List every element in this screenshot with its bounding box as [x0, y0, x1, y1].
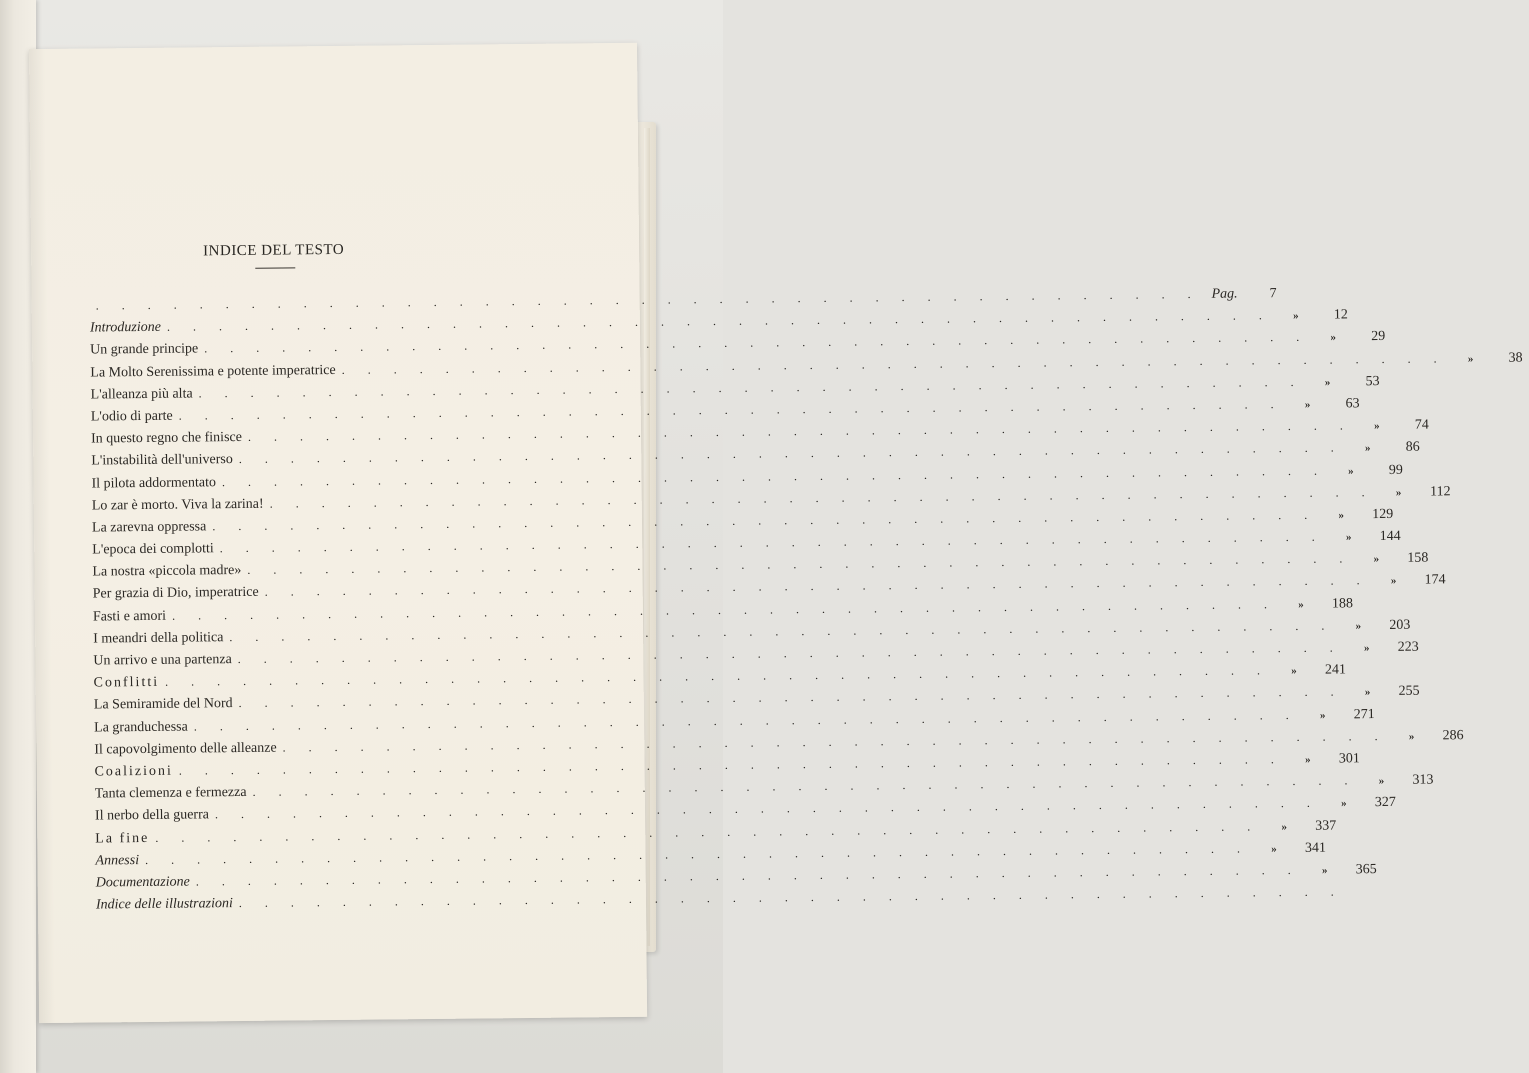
toc-entry-title: Il capovolgimento delle alleanze [94, 740, 277, 758]
dot-leader: . . . . . . . . . . . . . . . . . . . . . . . . . . . . . . . . . . . . . . . . . . . [238, 440, 1344, 467]
toc-entry-title: Per grazia di Dio, imperatrice [92, 585, 259, 602]
toc-row [95, 884, 1344, 920]
toc-entry-title: Il nerbo della guerra [94, 807, 209, 824]
dot-leader: . . . . . . . . . . . . . . . . . . . . . . . . . . . . . . . . . . . . . . . . . . . [178, 396, 1284, 423]
dot-leader: . . . . . . . . . . . . . . . . . . . . . . . . . . . . . . . . . . . . . . . . . . . [95, 286, 1201, 313]
dot-leader: . . . . . . . . . . . . . . . . . . . . . . . . . . . . . . . . . . . . . . . . . . . [237, 640, 1343, 667]
ditto-marker: » [1271, 842, 1277, 855]
toc-entry-title: La Semiramide del Nord [93, 696, 233, 713]
ditto-marker: » [1304, 398, 1311, 411]
dot-leader: . . . . . . . . . . . . . . . . . . . . . . . . . . . . . . . . . . . . . . . . . . . [219, 529, 1325, 556]
toc-entry-page: 129 [1372, 506, 1394, 523]
toc-entries [89, 307, 1523, 920]
toc-entry-title: L'odio di parte [90, 408, 173, 425]
dot-leader: . . . . . . . . . . . . . . . . . . . . . . . . . . . . . . . . . . . . . . . . . . . [198, 374, 1304, 401]
toc-entry-title: Indice delle illustrazioni [95, 896, 233, 913]
toc-entry-page: 301 [1338, 751, 1360, 767]
toc-entry-title: La Molto Serenissima e potente imperatrice [90, 362, 336, 381]
dot-leader: . . . . . . . . . . . . . . . . . . . . . . . . . . . . . . . . . . . . . . . . . . . [264, 573, 1370, 600]
ditto-marker: » [1373, 553, 1380, 566]
toc-entry-page: 313 [1412, 772, 1434, 788]
toc-entry-page: 203 [1389, 617, 1411, 633]
dot-leader: . . . . . . . . . . . . . . . . . . . . . . . . . . . . . . . . . . . . . . . . . . . [178, 752, 1284, 778]
ditto-marker: » [1319, 709, 1326, 722]
toc-entry-title: Un grande principe [90, 341, 199, 358]
toc-entry-title: Il pilota addormentato [91, 474, 217, 492]
toc-entry-title: Introduzione [89, 319, 162, 336]
dot-leader: . . . . . . . . . . . . . . . . . . . . . . . . . . . . . . . . . . . . . . . . . . . [221, 463, 1327, 489]
toc-entry-title: L'alleanza più alta [90, 386, 193, 403]
toc-entry-title: La fine [95, 830, 150, 847]
toc-entry-page: 255 [1398, 684, 1420, 700]
dot-leader: . . . . . . . . . . . . . . . . . . . . . . . . . . . . . . . . . . . . . . . . . . . [238, 884, 1344, 911]
dot-leader: . . . . . . . . . . . . . . . . . . . . . . . . . . . . . . . . . . . . . . . . . . . [166, 308, 1272, 334]
toc-entry-page: 241 [1324, 662, 1347, 678]
dot-leader: . . . . . . . . . . . . . . . . . . . . . . . . . . . . . . . . . . . . . . . . . . . [238, 684, 1344, 711]
toc-entry-title: La granduchessa [94, 719, 188, 736]
dot-leader: . . . . . . . . . . . . . . . . . . . . . . . . . . . . . . . . . . . . . . . . . . . [212, 507, 1318, 534]
page-title: INDICE DEL TESTO [203, 241, 345, 260]
toc-entry-title: Documentazione [95, 874, 190, 891]
dot-leader: . . . . . . . . . . . . . . . . . . . . . . . . . . . . . . . . . . . . . . . . . . . [165, 663, 1271, 689]
toc-entry-title: Lo zar è morto. Viva la zarina! [91, 496, 264, 514]
ditto-marker: » [1305, 753, 1311, 766]
ditto-marker: » [1348, 464, 1354, 477]
toc-entry-title: La nostra «piccola madre» [92, 563, 242, 580]
ditto-marker: » [1374, 420, 1380, 433]
ditto-marker: » [1390, 575, 1397, 588]
toc-entry-page: 144 [1379, 528, 1401, 545]
toc-entry-page: 86 [1405, 439, 1420, 456]
toc-entry-title: Conflitti [93, 675, 160, 691]
ditto-marker: » [1363, 642, 1370, 655]
toc-entry-page: 12 [1333, 307, 1348, 323]
ditto-marker: » [1378, 775, 1385, 788]
ditto-marker: » [1395, 486, 1402, 499]
toc-entry-title: Fasti e amori [92, 608, 167, 625]
table-of-contents [89, 286, 1523, 920]
toc-entry-page: 29 [1371, 329, 1386, 345]
dot-leader: . . . . . . . . . . . . . . . . . . . . . . . . . . . . . . . . . . . . . . . . . . . [155, 818, 1261, 845]
toc-entry-title: La zarevna oppressa [91, 519, 207, 536]
dot-leader: . . . . . . . . . . . . . . . . . . . . . . . . . . . . . . . . . . . . . . . . . . . [282, 728, 1388, 755]
ditto-marker: » [1338, 509, 1345, 522]
dot-leader: . . . . . . . . . . . . . . . . . . . . . . . . . . . . . . . . . . . . . . . . . . . [341, 350, 1447, 377]
toc-entry-title: L'instabilità dell'universo [91, 452, 233, 469]
dot-leader: . . . . . . . . . . . . . . . . . . . . . . . . . . . . . . . . . . . . . . . . . . . [195, 862, 1301, 889]
toc-entry-title: In questo regno che finisce [90, 430, 242, 447]
ditto-marker: » [1364, 442, 1371, 455]
toc-entry-page: 365 [1355, 861, 1377, 878]
ditto-marker: » [1291, 665, 1297, 678]
ditto-marker: » [1321, 864, 1328, 877]
ditto-marker: » [1281, 820, 1288, 833]
toc-entry-page: 38 [1508, 350, 1523, 366]
ditto-marker: » [1330, 331, 1336, 344]
dot-leader: . . . . . . . . . . . . . . . . . . . . . . . . . . . . . . . . . . . . . . . . . . . [229, 618, 1335, 644]
dot-leader: . . . . . . . . . . . . . . . . . . . . . . . . . . . . . . . . . . . . . . . . . . . [193, 707, 1299, 734]
dot-leader: . . . . . . . . . . . . . . . . . . . . . . . . . . . . . . . . . . . . . . . . . . . [171, 596, 1278, 623]
toc-entry-page: 158 [1407, 550, 1429, 567]
toc-entry-page: 174 [1424, 572, 1446, 589]
ditto-marker: » [1293, 310, 1299, 323]
toc-entry-page: 74 [1414, 417, 1429, 433]
dot-leader: . . . . . . . . . . . . . . . . . . . . . . . . . . . . . . . . . . . . . . . . . . . [269, 484, 1375, 511]
toc-entry-page: 53 [1365, 373, 1380, 389]
dot-leader: . . . . . . . . . . . . . . . . . . . . . . . . . . . . . . . . . . . . . . . . . . . [214, 796, 1320, 822]
toc-entry-page: 327 [1374, 795, 1396, 811]
ditto-marker: » [1341, 797, 1347, 810]
toc-entry-page: 337 [1315, 818, 1337, 834]
ditto-marker: » [1324, 376, 1331, 389]
toc-entry-page: 63 [1345, 396, 1360, 412]
book-page [29, 43, 1523, 1023]
dot-leader: . . . . . . . . . . . . . . . . . . . . . . . . . . . . . . . . . . . . . . . . . . . [247, 551, 1353, 578]
toc-entry-title: Tanta clemenza e fermezza [94, 785, 247, 802]
toc-entry-page: 286 [1442, 727, 1464, 744]
dot-leader: . . . . . . . . . . . . . . . . . . . . . . . . . . . . . . . . . . . . . . . . . . . [252, 773, 1358, 799]
ditto-marker: » [1298, 598, 1304, 611]
toc-entry-page: 188 [1331, 595, 1354, 612]
toc-entry-title: Coalizioni [94, 763, 173, 780]
toc-entry-title: L'epoca dei complotti [92, 541, 214, 558]
ditto-marker: » [1345, 531, 1352, 544]
toc-entry-title: Annessi [95, 852, 140, 869]
toc-entry-page: 99 [1388, 462, 1403, 478]
toc-entry-page: 223 [1397, 639, 1419, 655]
title-rule-divider [255, 267, 295, 268]
toc-entry-page: 341 [1304, 840, 1327, 856]
toc-entry-title: Un arrivo e una partenza [93, 652, 232, 669]
toc-entry-page: 7 [1269, 286, 1277, 302]
ditto-marker: » [1364, 686, 1371, 699]
pag-marker: Pag. [1211, 286, 1238, 302]
ditto-marker: » [1408, 730, 1415, 743]
dot-leader: . . . . . . . . . . . . . . . . . . . . . . . . . . . . . . . . . . . . . . . . . . . [204, 330, 1310, 356]
ditto-marker: » [1467, 352, 1474, 365]
toc-entry-page: 271 [1353, 706, 1375, 722]
dot-leader: . . . . . . . . . . . . . . . . . . . . . . . . . . . . . . . . . . . . . . . . . . . [144, 841, 1251, 867]
toc-entry-page: 112 [1430, 483, 1451, 500]
toc-entry-title: I meandri della politica [93, 629, 224, 647]
dot-leader: . . . . . . . . . . . . . . . . . . . . . . . . . . . . . . . . . . . . . . . . . . . [247, 418, 1353, 445]
ditto-marker: » [1355, 620, 1362, 633]
